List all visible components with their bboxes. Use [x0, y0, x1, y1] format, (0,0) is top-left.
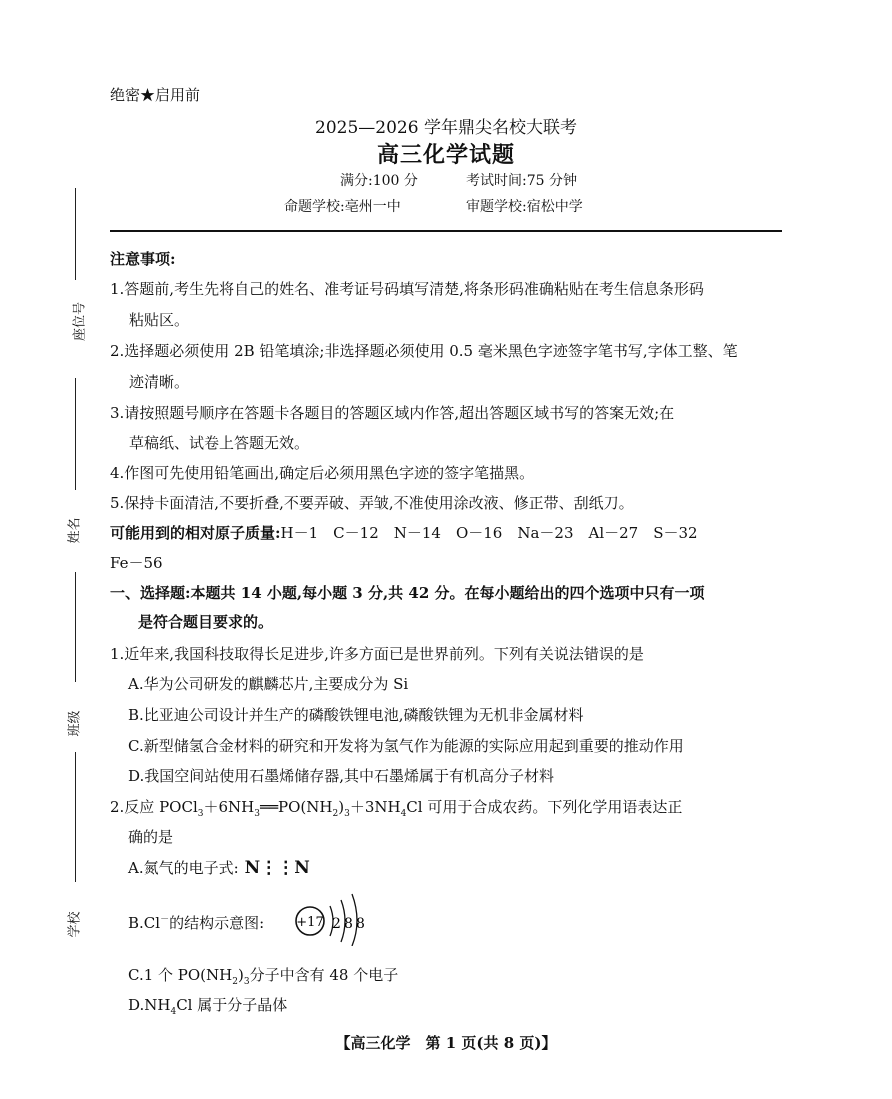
atomic-mass-label: 可能用到的相对原子质量: [110, 524, 281, 542]
chloride-structure-diagram [294, 886, 374, 946]
exam-title: 2025—2026 学年鼎尖名校大联考 [315, 118, 577, 138]
subject-title: 高三化学试题 [376, 142, 515, 168]
note-1b: 粘贴区。 [129, 311, 190, 329]
q1-option-a: A.华为公司研发的麒麟芯片,主要成分为 Si [128, 675, 409, 693]
section-title-a: 一、选择题:本题共 14 小题,每小题 3 分,共 42 分。在每小题给出的四个选项中只有一项 [110, 584, 705, 602]
binding-line-1 [75, 188, 76, 280]
binding-line-3 [75, 572, 76, 682]
q2-option-a [128, 857, 310, 878]
note-2b: 迹清晰。 [129, 373, 190, 391]
atomic-mass-row-2: Fe－56 [110, 554, 163, 572]
q1-option-c: C.新型储氢合金材料的研究和开发将为氢气作为能源的实际应用起到重要的推动作用 [128, 737, 684, 755]
section-title-b: 是符合题目要求的。 [138, 613, 274, 631]
full-score: 满分:100 分 [340, 173, 418, 189]
nucleus-charge: +17 [296, 915, 324, 930]
header-divider [110, 230, 782, 232]
shell-2-count: 8 [344, 916, 353, 932]
exam-time: 考试时间:75 分钟 [466, 173, 577, 189]
nitrogen-electron-formula: N⋮⋮N [244, 858, 310, 878]
shell-1-count: 2 [332, 916, 341, 932]
binding-label-class: 班级 [67, 710, 83, 737]
shell-3-count: 8 [356, 916, 365, 932]
confidential-mark: 绝密★启用前 [110, 86, 201, 104]
q2-stem-2: 确的是 [128, 828, 174, 846]
binding-label-seat: 座位号 [72, 302, 88, 342]
q2-option-a-label: A.氮气的电子式: [128, 859, 239, 877]
binding-line-4 [75, 752, 76, 882]
binding-label-school: 学校 [67, 911, 83, 938]
setter-school: 命题学校:亳州一中 [284, 199, 401, 215]
q2-option-b: B.Cl－的结构示意图: [128, 914, 265, 932]
notes-title: 注意事项: [110, 250, 176, 268]
reviewer-school: 审题学校:宿松中学 [466, 199, 583, 215]
note-5: 5.保持卡面清洁,不要折叠,不要弄破、弄皱,不准使用涂改液、修正带、刮纸刀。 [110, 494, 634, 512]
note-1a: 1.答题前,考生先将自己的姓名、准考证号码填写清楚,将条形码准确粘贴在考生信息条形码 [110, 280, 704, 298]
q1-option-b: B.比亚迪公司设计并生产的磷酸铁锂电池,磷酸铁锂为无机非金属材料 [128, 706, 584, 724]
q2-option-c: C.1 个 $PO(NH_2)_3$分子中含有 48 个电子 [128, 966, 399, 987]
binding-line-2 [75, 378, 76, 490]
q2-option-d: $D.NH_4Cl$ 属于分子晶体 [128, 996, 288, 1017]
binding-label-name: 姓名 [67, 517, 83, 544]
q1-stem: 1.近年来,我国科技取得长足进步,许多方面已是世界前列。下列有关说法错误的是 [110, 645, 644, 663]
note-4: 4.作图可先使用铅笔画出,确定后必须用黑色字迹的签字笔描黑。 [110, 464, 535, 482]
atomic-mass-row [110, 522, 698, 543]
q1-option-d: D.我国空间站使用石墨烯储存器,其中石墨烯属于有机高分子材料 [128, 767, 555, 785]
note-3a: 3.请按照题号顺序在答题卡各题目的答题区域内作答,超出答题区域书写的答案无效;在 [110, 404, 675, 422]
page-footer: 【高三化学 第 1 页(共 8 页)】 [335, 1034, 557, 1052]
note-3b: 草稿纸、试卷上答题无效。 [129, 434, 310, 452]
note-2a: 2.选择题必须使用 2B 铅笔填涂;非选择题必须使用 0.5 毫米黑色字迹签字笔书写,字体工整、笔 [110, 342, 738, 360]
q2-stem: 2.反应 $POCl_3+6NH_3══PO(NH_2)_3+3NH_4Cl$ 可用于合成农药。下列化学用语表达正 [110, 798, 683, 819]
atomic-mass-values: H－1 C－12 N－14 O－16 Na－23 Al－27 S－32 [280, 524, 698, 542]
